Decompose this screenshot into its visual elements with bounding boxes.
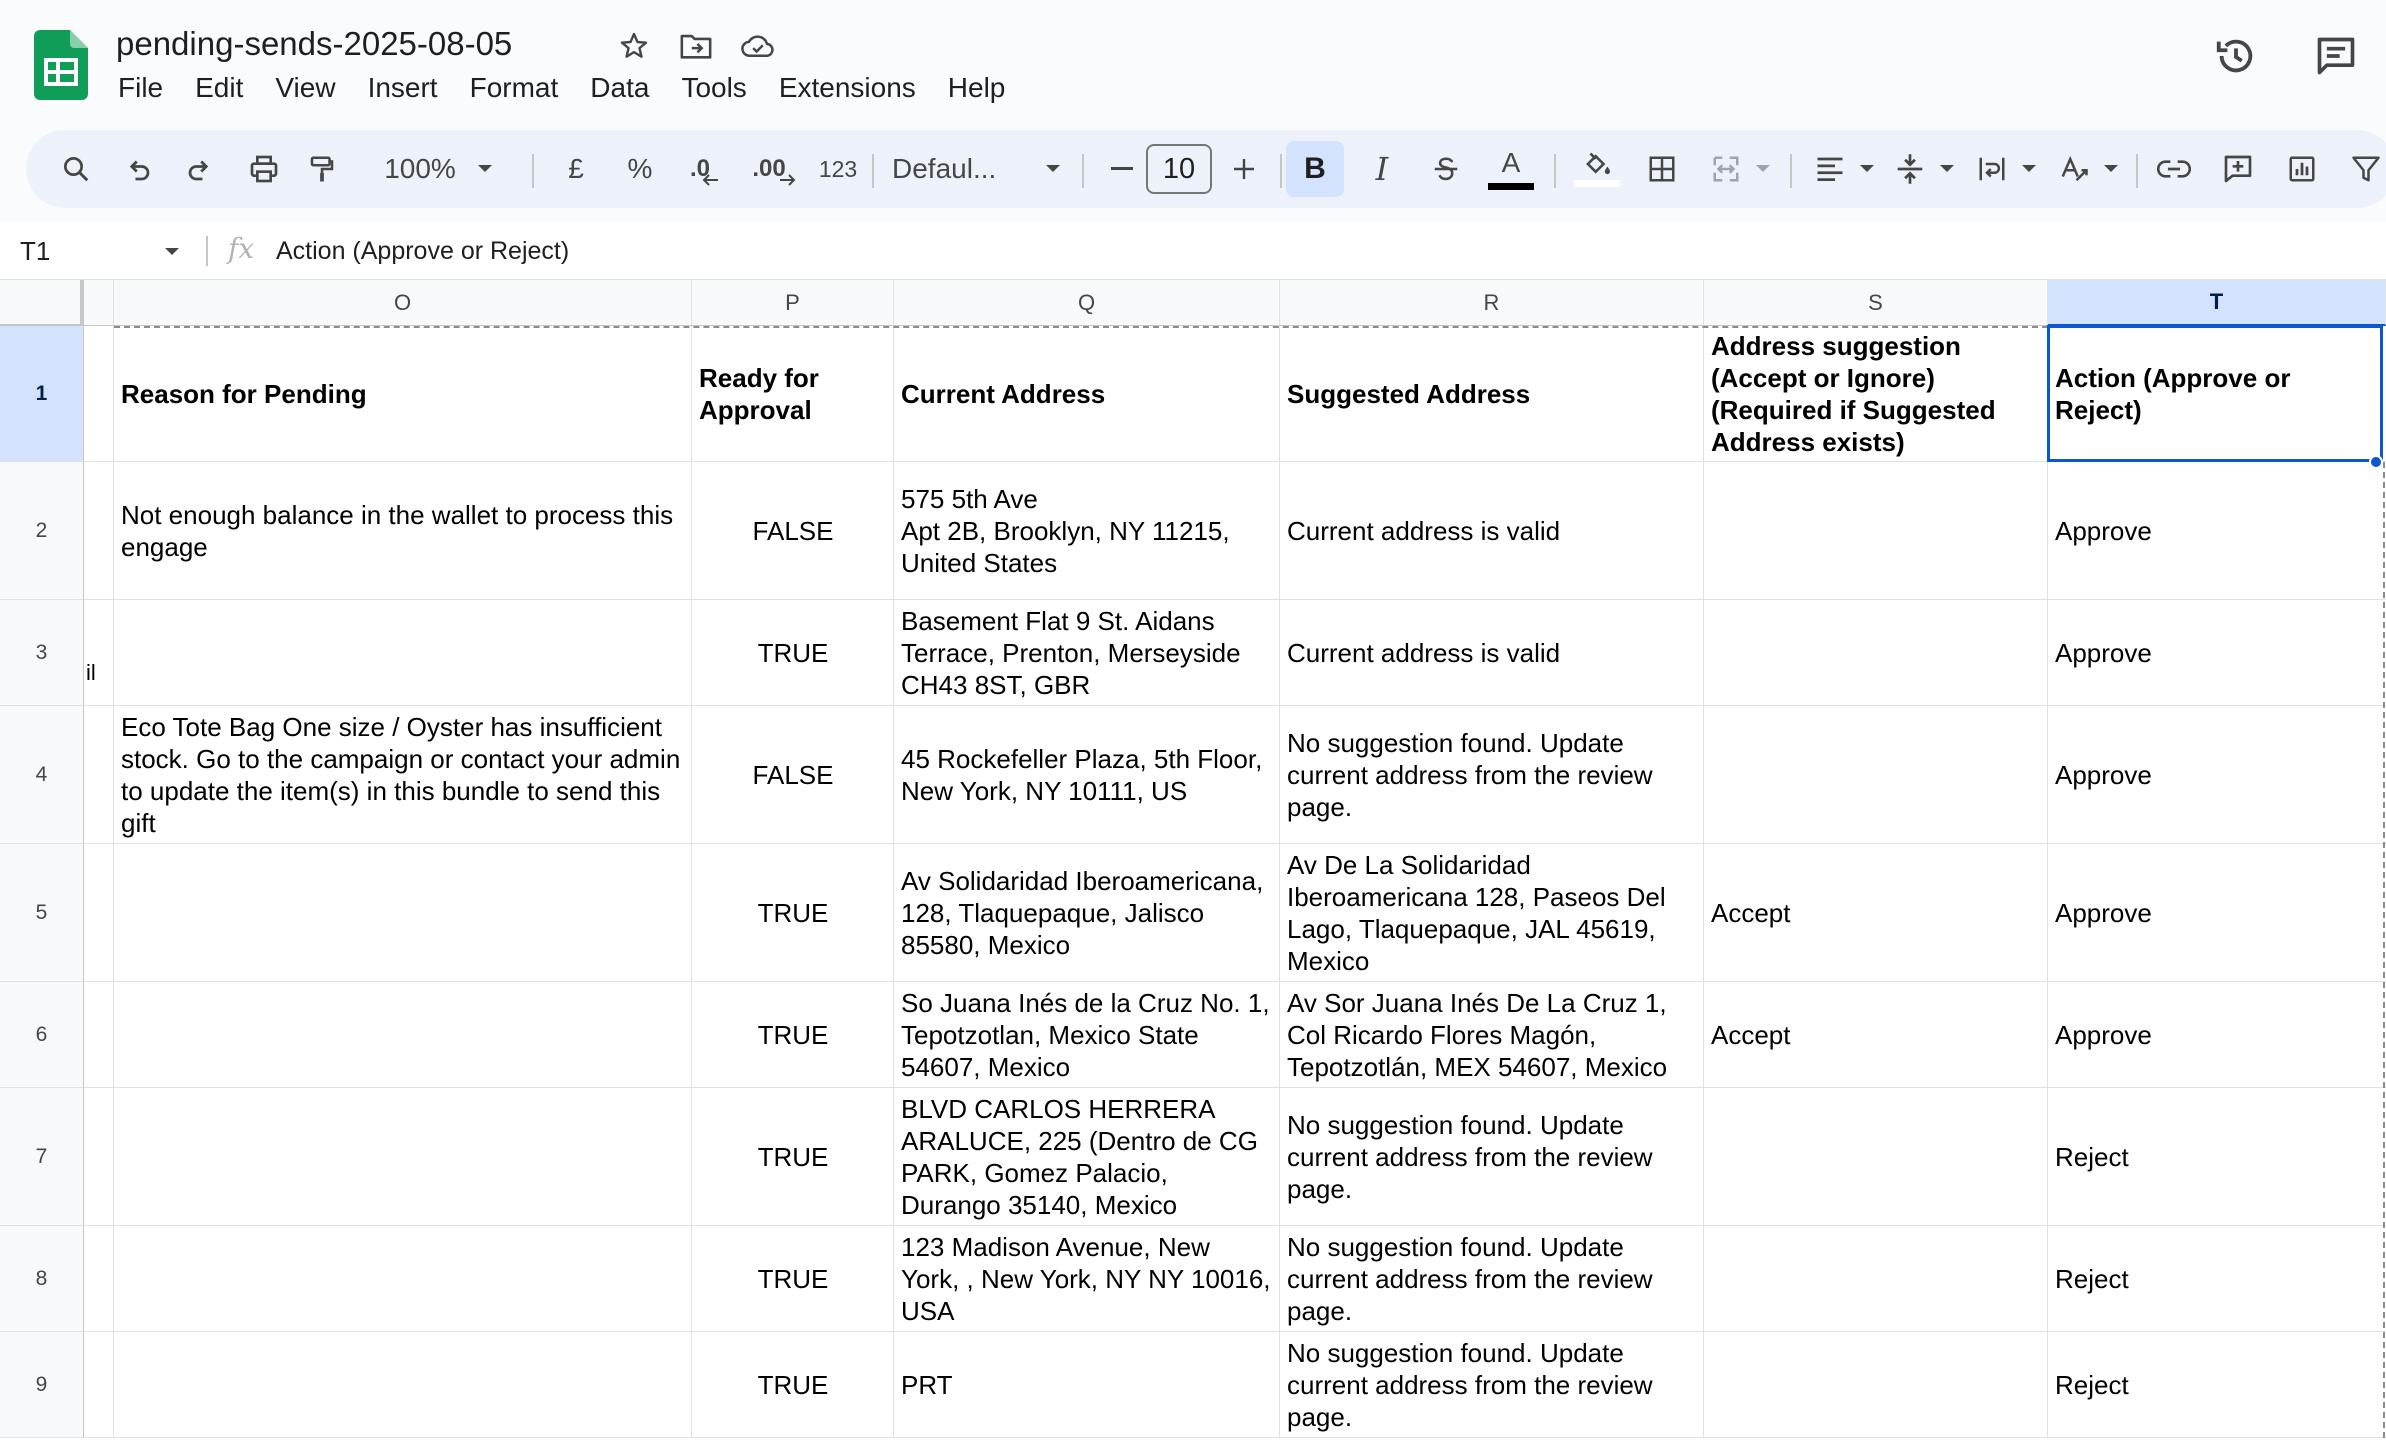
cell-q7[interactable]: BLVD CARLOS HERRERA ARALUCE, 225 (Dentro de CG PARK, Gomez Palacio, Durango 35140, Mexico [901,1094,1258,1220]
cell-o9[interactable] [114,1332,692,1438]
column-gridline [113,326,114,1438]
vertical-align-dropdown-icon[interactable] [1934,130,1960,208]
decrease-font-size-icon[interactable] [1100,130,1144,208]
print-icon[interactable] [242,130,286,208]
formula-input[interactable]: Action (Approve or Reject) [276,237,570,265]
cell-r7[interactable]: No suggestion found. Update current address from the review page. [1287,1110,1653,1204]
cell-s9[interactable] [1704,1332,2048,1438]
cell-q8[interactable]: 123 Madison Avenue, New York, , New York, NY NY 10016, USA [901,1232,1271,1326]
increase-decimal-button[interactable] [746,130,802,208]
cell-p1[interactable]: Ready for Approval [699,363,819,425]
cell-o1[interactable]: Reason for Pending [121,379,367,409]
cell-r3[interactable]: Current address is valid [1287,638,1561,668]
row-header-4[interactable]: 4 [0,706,84,844]
menu-data[interactable]: Data [590,72,650,103]
cell-o6[interactable] [114,982,692,1088]
cell-s3[interactable] [1704,600,2048,706]
cell-t4[interactable]: Approve [2055,760,2152,790]
cell-p5[interactable]: TRUE [757,898,829,928]
cell-p7[interactable]: TRUE [757,1142,829,1172]
star-icon[interactable] [612,24,656,68]
cell-t5[interactable]: Approve [2055,898,2152,928]
toolbar [26,130,2386,208]
move-folder-icon[interactable] [674,24,718,68]
zoom-select[interactable]: 100% [384,153,456,184]
merge-dropdown-icon[interactable] [1750,130,1776,208]
sheets-logo-icon[interactable] [34,30,88,100]
row-header-2[interactable]: 2 [0,462,84,600]
redo-icon[interactable] [178,130,222,208]
column-gridline [691,326,692,1438]
cell-s2[interactable] [1704,462,2048,600]
row-header-6[interactable]: 6 [0,982,84,1088]
column-header-s[interactable]: S [1704,280,2048,326]
cell-r9[interactable]: No suggestion found. Update current address from the review page. [1287,1338,1653,1432]
merge-cells-icon[interactable] [1704,130,1748,208]
comments-icon[interactable] [2310,30,2362,82]
cell-s8[interactable] [1704,1226,2048,1332]
decrease-decimal-label: .0 [689,155,710,182]
cell-r8[interactable]: No suggestion found. Update current address from the review page. [1287,1232,1653,1326]
cell-s4[interactable] [1704,706,2048,844]
version-history-icon[interactable] [2210,30,2262,82]
menu-help[interactable]: Help [947,72,1006,103]
cell-r1[interactable]: Suggested Address [1287,379,1531,409]
filter-icon[interactable] [2344,130,2386,208]
cell-t6[interactable]: Approve [2055,1020,2152,1050]
name-box-dropdown-icon[interactable] [164,244,180,262]
copy-range-outline-top [114,326,2048,328]
column-header-q[interactable]: Q [894,280,1280,326]
arrow-right-icon [778,172,796,188]
copy-range-outline-right [2383,462,2385,1438]
cell-r6[interactable]: Av Sor Juana Inés De La Cruz 1, Col Ricardo Flores Magón, Tepotzotlán, MEX 54607, Mexico [1287,988,1668,1082]
increase-font-size-icon[interactable] [1222,130,1266,208]
strikethrough-icon[interactable] [1424,130,1468,208]
cell-q9[interactable]: PRT [901,1370,953,1400]
cell-t8[interactable]: Reject [2055,1264,2129,1294]
text-wrapping-icon[interactable] [1970,130,2014,208]
text-wrapping-dropdown-icon[interactable] [2016,130,2042,208]
vertical-align-icon[interactable] [1888,130,1932,208]
cell-t3[interactable]: Approve [2055,638,2152,668]
column-header-t[interactable]: T [2048,280,2386,326]
decrease-decimal-button[interactable] [680,130,730,208]
row-header-9[interactable]: 9 [0,1332,84,1438]
document-title[interactable]: pending-sends-2025-08-05 [116,25,513,62]
cell-p4[interactable]: FALSE [752,760,834,790]
column-header-r[interactable]: R [1280,280,1704,326]
cell-o4[interactable]: Eco Tote Bag One size / Oyster has insufficient stock. Go to the campaign or contact your admin to update the item(s) in this bundle to send this gift [121,712,681,838]
row-header-5[interactable]: 5 [0,844,84,982]
function-icon: fx [228,232,255,265]
spreadsheet-grid[interactable] [0,280,2386,1446]
cell-p6[interactable]: TRUE [757,1020,829,1050]
cell-r5[interactable]: Av De La Solidaridad Iberoamericana 128, Paseos Del Lago, Tlaquepaque, JAL 45619, Mexico [1287,850,1666,976]
column-gridline [893,326,894,1438]
search-menus-icon[interactable] [54,130,98,208]
cell-q1[interactable]: Current Address [901,379,1106,409]
cell-o3[interactable] [114,600,692,706]
cell-s7[interactable] [1704,1088,2048,1226]
cell-t7[interactable]: Reject [2055,1142,2129,1172]
text-rotation-icon[interactable] [2052,130,2096,208]
menu-tools[interactable]: Tools [681,72,747,103]
cell-q4[interactable]: 45 Rockefeller Plaza, 5th Floor, New York, NY 10111, US [901,744,1263,806]
column-gridline [1279,326,1280,1438]
increase-decimal-label: .00 [752,155,786,182]
cell-o5[interactable] [114,844,692,982]
bold-label: B [1304,152,1326,185]
title-bar [0,0,2386,124]
cell-s6[interactable]: Accept [1711,1020,1791,1050]
menu-edit[interactable]: Edit [195,72,244,103]
cell-q5[interactable]: Av Solidaridad Iberoamericana, 128, Tlaquepaque, Jalisco 85580, Mexico [901,866,1264,960]
cell-p8[interactable]: TRUE [757,1264,829,1294]
text-color-button[interactable] [1484,130,1538,208]
row-header-3[interactable]: 3 [0,600,84,706]
borders-icon[interactable] [1640,130,1684,208]
zoom-dropdown-icon[interactable] [470,130,500,208]
italic-button[interactable] [1360,130,1404,208]
italic-label: I [1375,150,1389,188]
menu-bar [102,68,1021,108]
selected-cell-outline [2047,325,2383,462]
text-rotation-dropdown-icon[interactable] [2098,130,2124,208]
format-currency-button[interactable]: £ [568,153,584,184]
menu-insert[interactable]: Insert [367,72,438,103]
cell-o8[interactable] [114,1226,692,1332]
fill-handle[interactable] [2369,455,2383,469]
cloud-saved-icon[interactable] [736,24,780,68]
cell-r4[interactable]: No suggestion found. Update current address from the review page. [1287,728,1653,822]
bold-button[interactable] [1286,141,1344,197]
insert-link-icon[interactable] [2152,130,2196,208]
format-percent-button[interactable]: % [627,153,653,184]
horizontal-align-dropdown-icon[interactable] [1854,130,1880,208]
text-color-label: A [1501,146,1521,178]
fill-color-icon[interactable] [1570,130,1624,208]
arrow-left-icon [702,172,720,188]
menu-file[interactable]: File [118,72,164,103]
cell-p9[interactable]: TRUE [757,1370,829,1400]
row-header-1[interactable]: 1 [0,326,84,462]
menu-view[interactable]: View [275,72,336,103]
undo-icon[interactable] [116,130,160,208]
column-header-o[interactable]: O [114,280,692,326]
row-header-8[interactable]: 8 [0,1226,84,1332]
column-gridline [1703,326,1704,1438]
font-family-select[interactable]: Defaul... [892,153,997,184]
font-size-input[interactable]: 10 [1146,144,1212,194]
insert-chart-icon[interactable] [2280,130,2324,208]
horizontal-align-icon[interactable] [1808,130,1852,208]
cell-q6[interactable]: So Juana Inés de la Cruz No. 1, Tepotzotlan, Mexico State 54607, Mexico [901,988,1270,1082]
cell-t2[interactable]: Approve [2055,516,2152,546]
font-family-dropdown-icon[interactable] [1038,130,1068,208]
menu-extensions[interactable]: Extensions [778,72,916,103]
more-formats-button[interactable]: 123 [818,155,858,182]
cell-o7[interactable] [114,1088,692,1226]
cell-s1[interactable]: Address suggestion (Accept or Ignore) (Required if Suggested Address exists) [1711,331,1996,457]
name-box[interactable]: T1 [20,236,51,266]
column-header-partial[interactable] [84,280,114,326]
cell-o2[interactable]: Not enough balance in the wallet to process this engage [121,500,674,562]
select-all-corner[interactable] [0,280,84,326]
menu-format[interactable]: Format [469,72,559,103]
cell-overflow-text[interactable]: il [86,660,96,685]
cell-p3[interactable]: TRUE [757,638,829,668]
text-color-swatch [1488,183,1534,190]
cell-r2[interactable]: Current address is valid [1287,516,1561,546]
paint-format-icon[interactable] [300,130,344,208]
row-header-7[interactable]: 7 [0,1088,84,1226]
column-gridline [2047,326,2048,1438]
column-header-p[interactable]: P [692,280,894,326]
cell-q2[interactable]: 575 5th Ave Apt 2B, Brooklyn, NY 11215, United States [901,484,1230,578]
formula-bar [0,222,2386,280]
cell-q3[interactable]: Basement Flat 9 St. Aidans Terrace, Prenton, Merseyside CH43 8ST, GBR [901,606,1241,700]
cell-t1[interactable]: Action (Approve or Reject) [2055,363,2291,425]
cell-p2[interactable]: FALSE [752,516,834,546]
cell-t9[interactable]: Reject [2055,1370,2129,1400]
insert-comment-icon[interactable] [2216,130,2260,208]
cell-s5[interactable]: Accept [1711,898,1791,928]
